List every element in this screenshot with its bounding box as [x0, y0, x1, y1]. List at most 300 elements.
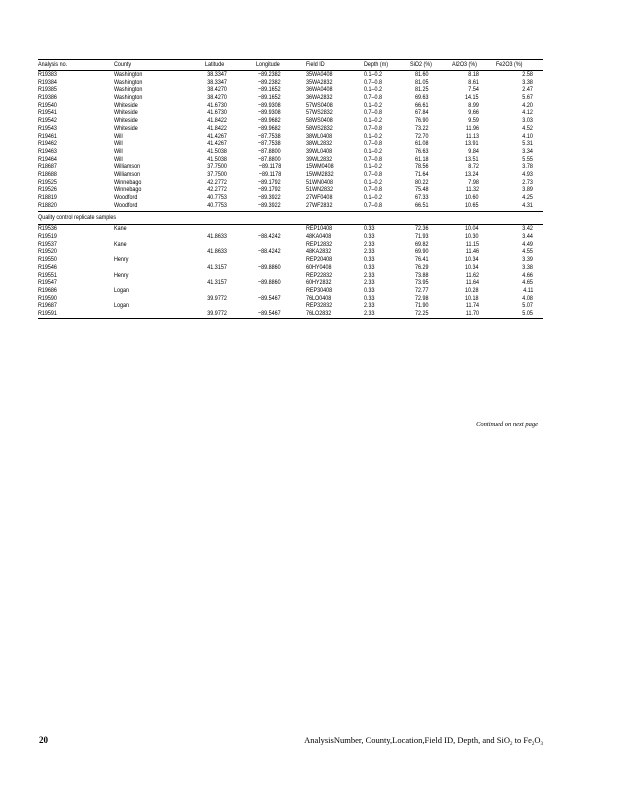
cell-fe2o3: 4.49	[522, 240, 533, 248]
cell-sio2: 72.25	[415, 309, 429, 317]
cell-sio2: 71.64	[415, 170, 429, 178]
cell-al2o3: 8.18	[468, 71, 479, 78]
qc-section-header	[38, 211, 543, 225]
cell-county: Whiteside	[114, 117, 138, 125]
cell-depth: 2.33	[364, 240, 375, 248]
cell-depth: 0.1–0.2	[364, 178, 383, 186]
cell-sio2: 67.84	[415, 109, 429, 117]
cell-sio2: 73.88	[415, 271, 429, 279]
table-row	[38, 302, 543, 310]
cell-al2o3: 9.66	[468, 109, 479, 117]
header-analysis-no: Analysis no.	[38, 61, 68, 68]
cell-field-id: 15WM2832	[306, 170, 334, 178]
cell-al2o3: 7.54	[468, 86, 479, 94]
cell-field-id: REP22832	[306, 271, 333, 279]
cell-fe2o3: 3.03	[522, 117, 533, 125]
cell-longitude: −88.4242	[258, 248, 281, 256]
cell-al2o3: 9.84	[468, 147, 479, 155]
cell-county: Whiteside	[114, 109, 138, 117]
cell-longitude: −87.7538	[258, 132, 281, 140]
cell-field-id: REP20408	[306, 256, 333, 264]
cell-latitude: 41.4267	[207, 132, 227, 140]
table-row	[38, 310, 543, 318]
cell-fe2o3: 3.34	[522, 147, 533, 155]
cell-field-id: REP10408	[306, 225, 333, 233]
cell-analysis-no: R19383	[38, 71, 57, 78]
cell-sio2: 69.63	[415, 94, 429, 102]
cell-depth: 0.1–0.2	[364, 101, 383, 109]
cell-latitude: 41.5038	[207, 147, 227, 155]
header-county: County	[114, 61, 132, 68]
table-header	[38, 59, 543, 71]
cell-analysis-no: R19464	[38, 155, 57, 163]
cell-sio2: 72.77	[415, 286, 429, 294]
header-longitude: Longitude	[256, 61, 280, 68]
cell-sio2: 78.56	[415, 163, 429, 171]
table-row	[38, 156, 543, 164]
cell-longitude: −89.1652	[258, 86, 281, 94]
cell-latitude: 42.2772	[207, 178, 227, 186]
cell-county: Kane	[114, 225, 127, 233]
table-row	[38, 233, 543, 241]
cell-depth: 0.1–0.2	[364, 71, 383, 78]
cell-field-id: REP12832	[306, 240, 333, 248]
cell-sio2: 61.08	[415, 140, 429, 148]
cell-county: Will	[114, 147, 123, 155]
cell-fe2o3: 5.31	[522, 140, 533, 148]
cell-al2o3: 11.62	[465, 271, 479, 279]
cell-depth: 0.33	[364, 225, 375, 233]
cell-field-id: 76LO2832	[306, 309, 332, 317]
cell-al2o3: 10.60	[465, 194, 479, 201]
cell-al2o3: 10.28	[465, 286, 479, 294]
cell-depth: 2.33	[364, 302, 375, 310]
cell-latitude: 40.7753	[207, 194, 227, 201]
cell-county: Will	[114, 140, 123, 148]
cell-sio2: 71.90	[415, 302, 429, 310]
cell-sio2: 76.90	[415, 117, 429, 125]
cell-al2o3: 13.91	[465, 140, 479, 148]
cell-depth: 2.33	[364, 309, 375, 317]
cell-county: Logan	[114, 302, 130, 310]
cell-fe2o3: 4.11	[522, 286, 533, 294]
cell-depth: 0.7–0.8	[364, 170, 383, 178]
cell-county: Washington	[114, 78, 143, 86]
cell-longitude: −89.1178	[258, 170, 281, 178]
cell-fe2o3: 4.25	[522, 194, 533, 201]
cell-depth: 0.7–0.8	[364, 124, 383, 132]
cell-depth: 2.33	[364, 248, 375, 256]
table-row	[38, 179, 543, 187]
cell-analysis-no: R19542	[38, 117, 57, 125]
cell-analysis-no: R19463	[38, 147, 57, 155]
cell-county: Woodford	[114, 194, 138, 201]
cell-fe2o3: 4.20	[522, 101, 533, 109]
cell-field-id: 27WF0408	[306, 194, 333, 201]
cell-depth: 0.7–0.8	[364, 140, 383, 148]
cell-latitude: 42.2772	[207, 186, 227, 194]
cell-depth: 0.1–0.2	[364, 147, 383, 155]
cell-longitude: −89.2382	[258, 71, 281, 78]
cell-al2o3: 8.61	[468, 78, 479, 86]
table-row	[38, 186, 543, 194]
cell-al2o3: 10.34	[465, 263, 479, 271]
cell-sio2: 76.63	[415, 147, 429, 155]
cell-analysis-no: R19546	[38, 263, 57, 271]
cell-sio2: 73.95	[415, 279, 429, 287]
cell-field-id: 57WS0408	[306, 101, 333, 109]
table-row	[38, 79, 543, 87]
table-row	[38, 171, 543, 179]
cell-sio2: 81.25	[415, 86, 429, 94]
table-row	[38, 117, 543, 125]
cell-depth: 0.7–0.8	[364, 155, 383, 163]
cell-depth: 2.33	[364, 271, 375, 279]
cell-fe2o3: 4.52	[522, 124, 533, 132]
cell-al2o3: 11.46	[465, 248, 479, 256]
header-al2o3: Al2O3 (%)	[452, 61, 477, 68]
cell-fe2o3: 4.93	[522, 170, 533, 178]
cell-field-id: 58WS2832	[306, 124, 333, 132]
cell-sio2: 66.51	[415, 201, 429, 209]
cell-depth: 0.1–0.2	[364, 117, 383, 125]
table-row	[38, 194, 543, 202]
table-row	[38, 256, 543, 264]
table-row	[38, 71, 543, 79]
cell-longitude: −89.1652	[258, 94, 281, 102]
cell-sio2: 75.48	[415, 186, 429, 194]
table-row	[38, 102, 543, 110]
cell-longitude: −87.8800	[258, 155, 281, 163]
cell-latitude: 41.8633	[207, 248, 227, 256]
cell-fe2o3: 2.58	[522, 71, 533, 78]
cell-analysis-no: R19462	[38, 140, 57, 148]
cell-field-id: 51WN2832	[306, 186, 334, 194]
cell-depth: 0.33	[364, 263, 375, 271]
header-depth: Depth (m)	[364, 61, 389, 68]
cell-latitude: 37.7500	[207, 163, 227, 171]
cell-county: Henry	[114, 271, 129, 279]
cell-analysis-no: R18819	[38, 194, 57, 201]
cell-depth: 0.7–0.8	[364, 109, 383, 117]
cell-latitude: 41.4267	[207, 140, 227, 148]
cell-latitude: 41.8422	[207, 124, 227, 132]
cell-latitude: 41.6730	[207, 109, 227, 117]
cell-latitude: 39.9772	[207, 309, 227, 317]
cell-al2o3: 10.34	[465, 256, 479, 264]
cell-depth: 0.1–0.2	[364, 86, 383, 94]
cell-field-id: 35WA2832	[306, 78, 333, 86]
cell-analysis-no: R19541	[38, 109, 57, 117]
cell-sio2: 61.18	[415, 155, 429, 163]
cell-fe2o3: 4.66	[522, 271, 533, 279]
cell-longitude: −89.8860	[258, 279, 281, 287]
cell-field-id: 76LO0408	[306, 294, 332, 302]
cell-depth: 0.7–0.8	[364, 94, 383, 102]
cell-al2o3: 8.99	[468, 101, 479, 109]
cell-analysis-no: R19525	[38, 178, 57, 186]
cell-fe2o3: 4.08	[522, 294, 533, 302]
cell-latitude: 41.3157	[207, 279, 227, 287]
cell-fe2o3: 4.31	[522, 201, 533, 209]
cell-depth: 0.1–0.2	[364, 194, 383, 201]
cell-field-id: REP30408	[306, 286, 333, 294]
cell-longitude: −88.4242	[258, 233, 281, 241]
cell-county: Washington	[114, 71, 143, 78]
cell-fe2o3: 5.67	[522, 94, 533, 102]
cell-latitude: 38.3347	[207, 78, 227, 86]
cell-latitude: 38.4270	[207, 94, 227, 102]
cell-county: Washington	[114, 94, 143, 102]
cell-longitude: −89.1792	[258, 186, 281, 194]
cell-longitude: −87.7538	[258, 140, 281, 148]
cell-field-id: 57WS2832	[306, 109, 333, 117]
table-row	[38, 125, 543, 133]
cell-al2o3: 8.72	[468, 163, 479, 171]
cell-field-id: 58WS0408	[306, 117, 333, 125]
cell-county: Washington	[114, 86, 143, 94]
cell-analysis-no: R19547	[38, 279, 57, 287]
cell-sio2: 76.29	[415, 263, 429, 271]
cell-al2o3: 11.32	[465, 186, 479, 194]
cell-analysis-no: R19461	[38, 132, 57, 140]
cell-sio2: 73.22	[415, 124, 429, 132]
cell-al2o3: 11.13	[465, 132, 479, 140]
cell-fe2o3: 4.55	[522, 248, 533, 256]
cell-longitude: −87.8800	[258, 147, 281, 155]
cell-analysis-no: R18820	[38, 201, 57, 209]
cell-analysis-no: R19591	[38, 309, 57, 317]
cell-sio2: 69.82	[415, 240, 429, 248]
cell-latitude: 38.4270	[207, 86, 227, 94]
cell-al2o3: 11.15	[465, 240, 479, 248]
table-row	[38, 264, 543, 272]
cell-latitude: 41.6730	[207, 101, 227, 109]
cell-field-id: 36WA0408	[306, 86, 333, 94]
table-row	[38, 94, 543, 102]
cell-county: Whiteside	[114, 101, 138, 109]
table-row	[38, 248, 543, 256]
cell-analysis-no: R19543	[38, 124, 57, 132]
cell-county: Winnebago	[114, 178, 142, 186]
cell-al2o3: 13.51	[465, 155, 479, 163]
cell-longitude: −89.5467	[258, 309, 281, 317]
cell-sio2: 66.61	[415, 101, 429, 109]
cell-depth: 0.33	[364, 256, 375, 264]
cell-latitude: 38.3347	[207, 71, 227, 78]
data-table	[38, 59, 543, 319]
cell-field-id: 60HY2832	[306, 279, 332, 287]
cell-field-id: 27WF2832	[306, 201, 333, 209]
cell-longitude: −89.9682	[258, 124, 281, 132]
cell-fe2o3: 3.39	[522, 256, 533, 264]
cell-analysis-no: R19385	[38, 86, 57, 94]
cell-field-id: 15WM0408	[306, 163, 334, 171]
cell-sio2: 67.33	[415, 194, 429, 201]
table-row	[38, 272, 543, 280]
cell-fe2o3: 5.07	[522, 302, 533, 310]
cell-latitude: 40.7753	[207, 201, 227, 209]
cell-fe2o3: 2.47	[522, 86, 533, 94]
cell-al2o3: 10.30	[465, 233, 479, 241]
table-row	[38, 279, 543, 287]
cell-sio2: 71.93	[415, 233, 429, 241]
cell-fe2o3: 2.73	[522, 178, 533, 186]
cell-depth: 0.7–0.8	[364, 201, 383, 209]
cell-analysis-no: R18687	[38, 163, 57, 171]
cell-fe2o3: 5.05	[522, 309, 533, 317]
cell-analysis-no: R19590	[38, 294, 57, 302]
cell-field-id: 38WL0408	[306, 132, 333, 140]
cell-fe2o3: 3.78	[522, 163, 533, 171]
cell-depth: 0.33	[364, 286, 375, 294]
cell-fe2o3: 3.44	[522, 233, 533, 241]
cell-al2o3: 9.59	[468, 117, 479, 125]
cell-analysis-no: R18688	[38, 170, 57, 178]
cell-county: Winnebago	[114, 186, 142, 194]
cell-fe2o3: 3.38	[522, 78, 533, 86]
cell-sio2: 81.05	[415, 78, 429, 86]
cell-analysis-no: R19519	[38, 233, 57, 241]
cell-analysis-no: R19520	[38, 248, 57, 256]
cell-field-id: 60HY0408	[306, 263, 332, 271]
table-row	[38, 163, 543, 171]
cell-county: Woodford	[114, 201, 138, 209]
cell-analysis-no: R19551	[38, 271, 57, 279]
cell-analysis-no: R19536	[38, 225, 57, 233]
table-row	[38, 86, 543, 94]
cell-al2o3: 11.70	[465, 309, 479, 317]
cell-longitude: −89.8860	[258, 263, 281, 271]
cell-al2o3: 11.96	[465, 124, 479, 132]
cell-field-id: REP32832	[306, 302, 333, 310]
cell-county: Kane	[114, 240, 127, 248]
header-sio2: SiO2 (%)	[410, 61, 432, 68]
cell-county: Henry	[114, 256, 129, 264]
cell-longitude: −89.2382	[258, 78, 281, 86]
table-row	[38, 148, 543, 156]
cell-latitude: 41.5038	[207, 155, 227, 163]
qc-section-title: Quality control replicate samples	[38, 214, 117, 222]
cell-latitude: 41.8633	[207, 233, 227, 241]
cell-longitude: −89.9308	[258, 109, 281, 117]
cell-depth: 2.33	[364, 279, 375, 287]
qc-rows	[38, 225, 543, 318]
cell-analysis-no: R19384	[38, 78, 57, 86]
cell-fe2o3: 3.42	[522, 225, 533, 233]
cell-depth: 0.1–0.2	[364, 132, 383, 140]
cell-field-id: 39WL2832	[306, 155, 333, 163]
table-row	[38, 202, 543, 210]
cell-depth: 0.33	[364, 233, 375, 241]
cell-longitude: −89.1792	[258, 178, 281, 186]
table-row	[38, 133, 543, 141]
cell-analysis-no: R19537	[38, 240, 57, 248]
cell-county: Logan	[114, 286, 130, 294]
cell-sio2: 72.70	[415, 132, 429, 140]
cell-field-id: 35WA0408	[306, 71, 333, 78]
cell-analysis-no: R19686	[38, 286, 57, 294]
cell-al2o3: 7.98	[468, 178, 479, 186]
cell-field-id: 36WA2832	[306, 94, 333, 102]
cell-fe2o3: 4.12	[522, 109, 533, 117]
cell-latitude: 41.3157	[207, 263, 227, 271]
cell-al2o3: 10.18	[465, 294, 479, 302]
cell-analysis-no: R19550	[38, 256, 57, 264]
cell-sio2: 76.41	[415, 256, 429, 264]
cell-sio2: 69.90	[415, 248, 429, 256]
table-row	[38, 225, 543, 233]
cell-depth: 0.1–0.2	[364, 163, 383, 171]
cell-al2o3: 10.65	[465, 201, 479, 209]
cell-county: Will	[114, 155, 123, 163]
cell-longitude: −89.3922	[258, 194, 281, 201]
cell-field-id: 39WL0408	[306, 147, 333, 155]
cell-al2o3: 13.24	[465, 170, 479, 178]
table-row	[38, 140, 543, 148]
cell-sio2: 72.98	[415, 294, 429, 302]
cell-sio2: 81.60	[415, 71, 429, 78]
cell-county: Williamson	[114, 163, 141, 171]
cell-county: Will	[114, 132, 123, 140]
cell-depth: 0.7–0.8	[364, 186, 383, 194]
cell-latitude: 37.7500	[207, 170, 227, 178]
table-row	[38, 241, 543, 249]
table-row	[38, 295, 543, 303]
table-row	[38, 109, 543, 117]
cell-sio2: 72.36	[415, 225, 429, 233]
cell-field-id: 38WL2832	[306, 140, 333, 148]
table-row	[38, 287, 543, 295]
cell-fe2o3: 3.89	[522, 186, 533, 194]
cell-county: Williamson	[114, 170, 141, 178]
cell-depth: 0.33	[364, 294, 375, 302]
cell-fe2o3: 4.65	[522, 279, 533, 287]
cell-depth: 0.7–0.8	[364, 78, 383, 86]
cell-latitude: 39.9772	[207, 294, 227, 302]
cell-fe2o3: 5.55	[522, 155, 533, 163]
cell-latitude: 41.8422	[207, 117, 227, 125]
header-latitude: Latitude	[205, 61, 225, 68]
cell-county: Whiteside	[114, 124, 138, 132]
cell-al2o3: 10.04	[465, 225, 479, 233]
cell-field-id: 48KA0408	[306, 233, 332, 241]
cell-al2o3: 11.74	[465, 302, 479, 310]
header-fe2o3: Fe2O3 (%)	[496, 61, 523, 68]
main-rows	[38, 71, 543, 209]
cell-fe2o3: 4.10	[522, 132, 533, 140]
cell-al2o3: 11.64	[465, 279, 479, 287]
cell-analysis-no: R19687	[38, 302, 57, 310]
cell-longitude: −89.9308	[258, 101, 281, 109]
cell-field-id: 51WN0408	[306, 178, 334, 186]
cell-analysis-no: R19386	[38, 94, 57, 102]
cell-analysis-no: R19540	[38, 101, 57, 109]
cell-longitude: −89.5467	[258, 294, 281, 302]
cell-al2o3: 14.15	[465, 94, 479, 102]
cell-longitude: −89.1178	[258, 163, 281, 171]
cell-sio2: 80.22	[415, 178, 429, 186]
cell-longitude: −89.3922	[258, 201, 281, 209]
page-number: 20	[39, 735, 48, 745]
cell-field-id: 48KA2832	[306, 248, 332, 256]
header-field-id: Field ID	[306, 61, 325, 68]
continued-note: Continued on next page	[476, 421, 538, 428]
cell-fe2o3: 3.38	[522, 263, 533, 271]
cell-analysis-no: R19526	[38, 186, 57, 194]
footer-caption: AnalysisNumber, County,Location,Field ID, Depth, and SiO$_2$ to $Fe_2O_3$	[304, 735, 543, 747]
cell-longitude: −89.9682	[258, 117, 281, 125]
